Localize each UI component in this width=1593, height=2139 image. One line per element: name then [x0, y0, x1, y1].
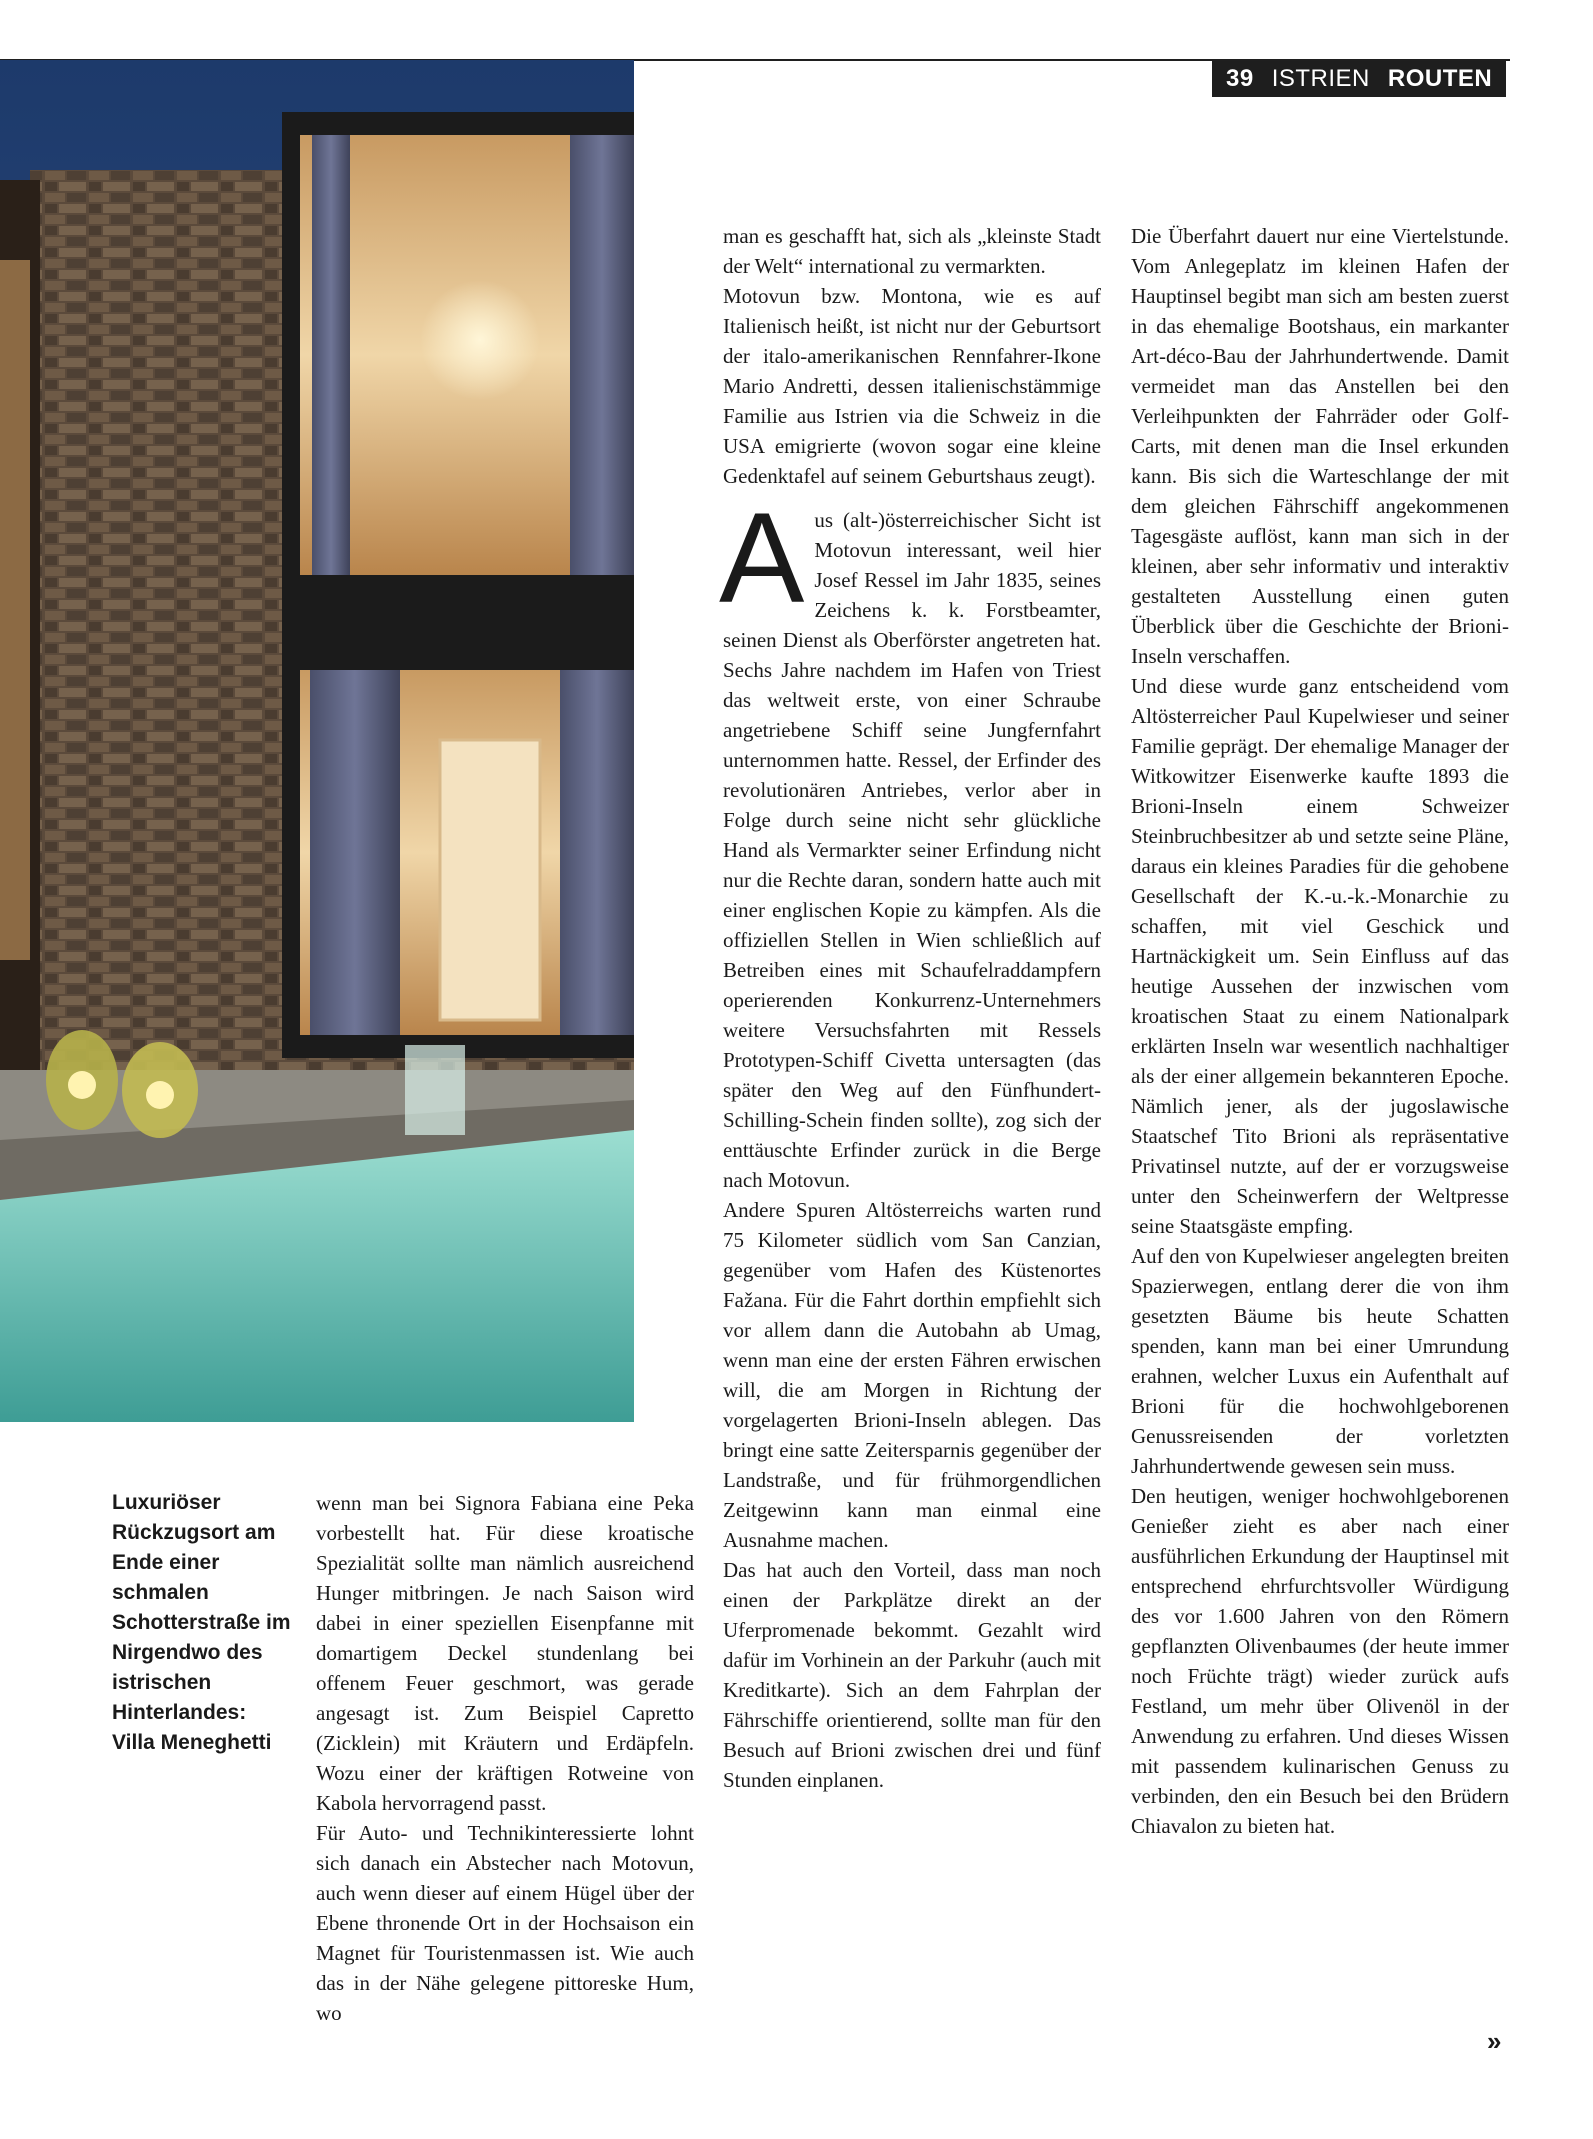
paragraph: Und diese wurde ganz entscheidend vom Altösterreicher Paul Kupelwieser und seiner Familie geprägt. Der ehemalige Manager der Witkowitzer Eisenwerke kaufte 1893 die Brioni-Inseln einem Schweizer Steinbruchbesitzer ab und setzte seine Pläne, daraus ein kleines Paradies für die gehobene Gesellschaft der K.-u.-k.-Monarchie zu schaffen, mit viel Geschick und Hartnäckigkeit um. Sein Einfluss auf das heutige Aussehen der inzwischen vom kroatischen Staat zu einem Nationalpark erklärten Inseln war wesentlich nachhaltiger als der einer allgemein bekannteren Epoche. Nämlich jener, als der jugoslawische Staatschef Tito Brioni als repräsentative Privatinsel nutzte, auf der er vorzugsweise unter den Scheinwerfern der Weltpresse seine Staatsgäste empfing. [1131, 674, 1509, 1238]
paragraph-with-dropcap [719, 487, 1101, 1195]
villa-photo [0, 60, 634, 1422]
text-column-2 [719, 221, 1101, 1795]
paragraph: Für Auto- und Technikinteressierte lohnt sich danach ein Abstecher nach Motovun, auch wenn dieser auf einem Hügel über der Ebene thronende Ort in der Hochsaison ein Magnet für Touristenmassen ist. Wie auch das in der Nähe gelegene pittoreske Hum, wo [316, 1821, 694, 2025]
paragraph: Andere Spuren Altösterreichs warten rund 75 Kilometer südlich vom San Canzian, gegenüber vom Hafen des Küstenortes Fažana. Für die Fahrt dorthin empfiehlt sich vor allem dann die Autobahn ab Umag, wenn man eine der ersten Fähren erwischen will, die am Morgen in Richtung der vorgelagerten Brioni-Inseln ablegen. Das bringt eine satte Zeitersparnis gegenüber der Landstraße, und für frühmorgendlichen Zeitgewinn kann man einmal eine Ausnahme machen. [723, 1198, 1101, 1552]
paragraph: Die Überfahrt dauert nur eine Viertelstunde. Vom Anlegeplatz im kleinen Hafen der Hauptinsel begibt man sich am besten zuerst in das ehemalige Bootshaus, ein markanter Art-déco-Bau der Jahrhundertwende. Damit vermeidet man das Anstellen bei den Verleihpunkten der Fahrräder oder Golf-Carts, mit denen man die Insel erkunden kann. Bis sich die Warteschlange der mit dem gleichen Fährschiff angekommenen Tagesgäste auflöst, kann man sich in der kleinen, aber sehr informativ und interaktiv gestalteten Ausstellung einen guten Überblick über die Geschichte der Brioni-Inseln verschaffen. [1131, 224, 1509, 668]
running-header [1212, 61, 1506, 97]
paragraph: Auf den von Kupelwieser angelegten breiten Spazierwegen, entlang derer die von ihm gesetzten Bäume bis heute Schatten spenden, kann man bei einer Umrundung erahnen, welcher Luxus ein Aufenthalt auf Brioni für die hochwohlgeborenen Genussreisenden der vorletzten Jahrhundertwende gewesen sein muss. [1131, 1244, 1509, 1478]
paragraph: Motovun bzw. Montona, wie es auf Italienisch heißt, ist nicht nur der Geburtsort der italo-amerikanischen Rennfahrer-Ikone Mario Andretti, dessen italienischstämmige Familie aus Istrien via die Schweiz in die USA emigrierte (wovon sogar eine kleine Gedenktafel auf seinem Geburtshaus zeugt). [723, 284, 1101, 488]
paragraph: Das hat auch den Vorteil, dass man noch einen der Parkplätze direkt an der Uferpromenade bekommt. Gezahlt wird dafür im Vorhinein an der Parkuhr (auch mit Kreditkarte). Sich an dem Fahrplan der Fährschiffe orientierend, sollte man für den Besuch auf Brioni zwischen drei und fünf Stunden einplanen. [723, 1558, 1101, 1792]
paragraph: man es geschafft hat, sich als „kleinste Stadt der Welt“ international zu vermarkten. [723, 224, 1101, 278]
text-column-3 [1131, 221, 1509, 1841]
section-label: ISTRIEN [1271, 65, 1370, 92]
dropcap: A [719, 487, 805, 630]
paragraph: wenn man bei Signora Fabiana eine Peka vorbestellt hat. Für diese kroatische Spezialität sollte man nämlich ausreichend Hunger mitbringen. Je nach Saison wird dabei in einer speziellen Eisenpfanne mit domartigem Deckel stundenlang bei offenem Feuer geschmort, was gerade angesagt ist. Zum Beispiel Capretto (Zicklein) mit Kräutern und Erdäpfeln. Wozu einer der kräftigen Rotweine von Kabola hervorragend passt. [316, 1491, 694, 1815]
paragraph: Den heutigen, weniger hochwohlgeborenen Genießer zieht es aber nach einer ausführlichen Erkundung der Hauptinsel mit entsprechend ehrfurchtsvoller Würdigung des vor 1.600 Jahren von den Römern gepflanzten Olivenbaumes (der heute immer noch Früchte trägt) wieder zurück aufs Festland, um mehr über Olivenöl in der Anwendung zu erfahren. Und dieses Wissen mit passendem kulinarischen Genuss zu verbinden, den ein Besuch bei den Brüdern Chiavalon zu bieten hat. [1131, 1484, 1509, 1838]
paragraph-text: us (alt-)österreichischer Sicht ist Motovun interessant, weil hier Josef Ressel im Jahr 1835, seines Zeichens k. k. Forstbeamter, seinen Dienst als Oberförster angetreten hat. Sechs Jahre nachdem im Hafen von Triest das weltweit erste, von einer Schraube angetriebene Schiff seine Jungfernfahrt unternommen hatte. Ressel, der Erfinder des revolutionären Antriebes, verlor aber in Folge durch seine nicht sehr glückliche Hand als Vermarkter seiner Erfindung nicht nur die Rechte daran, sondern hatte auch mit einer englischen Kopie zu kämpfen. Als die offiziellen Stellen in Wien schließlich auf Betreiben eines mit Schaufelraddampfern operierenden Konkurrenz-Unternehmers weitere Versuchsfahrten mit Ressels Prototypen-Schiff Civetta untersagten (das später den Weg auf den Fünfhundert-Schilling-Schein finden sollte), zog sich der enttäuschte Erfinder zurück in die Berge nach Motovun. [723, 508, 1101, 1192]
page-number: 39 [1226, 65, 1254, 92]
text-column-1 [316, 1488, 694, 2028]
continue-mark: » [1487, 2026, 1502, 2056]
photo-caption: Luxuriöser Rückzugsort am Ende einer schmalen Schotterstraße im Nirgendwo des istrischen Hinterlandes: Villa Meneghetti [112, 1491, 291, 1754]
rubric-label: ROUTEN [1387, 65, 1493, 92]
